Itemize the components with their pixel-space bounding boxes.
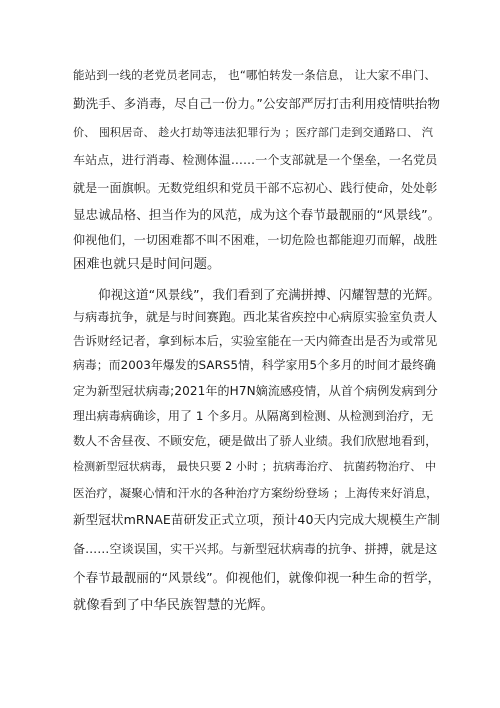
text-line: 备……空谈误国，实干兴邦。与新型冠状病毒的抗争、拼搏，就是这	[73, 542, 438, 556]
text-line: 检测新型冠状病毒， 最快只要 2 小时 ；抗病毒治疗、 抗菌药物治疗、 中	[73, 460, 437, 473]
text-line: 与病毒抗争，就是与时间赛跑。西北某省疾控中心病原实验室负责人	[73, 310, 438, 324]
text-line: 仰视他们，一切困难都不叫不困难，一切危险也都能迎刃而解，战胜	[73, 233, 438, 247]
text-line: 显忠诚品格、担当作为的风范，成为这个春节最靓丽的“风景线”。	[73, 207, 441, 222]
text-line: 价、 囤积居奇、 趁火打劫等违法犯罪行为 ；医疗部门走到交通路口、 汽	[73, 126, 433, 139]
paragraph-start-line: 仰视这道“风景线”，我们看到了充满拼搏、闪耀智慧的光辉。	[98, 287, 441, 302]
text-line: 能站到一线的老党员老同志， 也“哪怕转发一条信息， 让大家不串门、	[73, 68, 437, 82]
text-line: 告诉财经记者，拿到标本后，实验室能在一天内筛查出是否为或常见	[73, 334, 438, 348]
text-line: 医治疗，凝聚心情和汗水的各种治疗方案纷纷登场 ；上海传来好消息，	[73, 486, 438, 500]
text-line: 困难也就只是时间问题。	[73, 257, 221, 272]
text-line: 车站点，进行消毒、检测体温……一个支部就是一个堡垒，一名党员	[73, 153, 438, 167]
text-line: 理出病毒病确诊，用了 1 个多月。从隔离到检测、从检测到治疗，无	[73, 409, 434, 423]
text-line: 新型冠状mRNAE苗研发正式立项，预计40天内完成大规模生产制	[73, 512, 441, 527]
text-line: 个春节最靓丽的“风景线”。仰视他们，就像仰视一种生命的哲学，	[73, 570, 441, 585]
text-line: 就像看到了中华民族智慧的光辉。	[73, 598, 274, 613]
text-line: 病毒；而2003年爆发的SARS5情，科学家用5个多月的时间才最终确	[73, 358, 437, 372]
text-line: 就是一面旗帜。无数党组织和党员干部不忘初心、践行使命，处处彰	[73, 181, 438, 195]
text-line: 定为新型冠状病毒;2021年的H7N嫡流感疫情，从首个病例发病到分	[73, 384, 438, 398]
text-line: 数人不舍昼夜、不顾安危，硬是做出了骄人业绩。我们欣慰地看到，	[73, 434, 438, 448]
text-line: 勤洗手、多消毒，尽自己一份力。”公安部严厉打击利用疫情哄抬物	[73, 96, 441, 111]
